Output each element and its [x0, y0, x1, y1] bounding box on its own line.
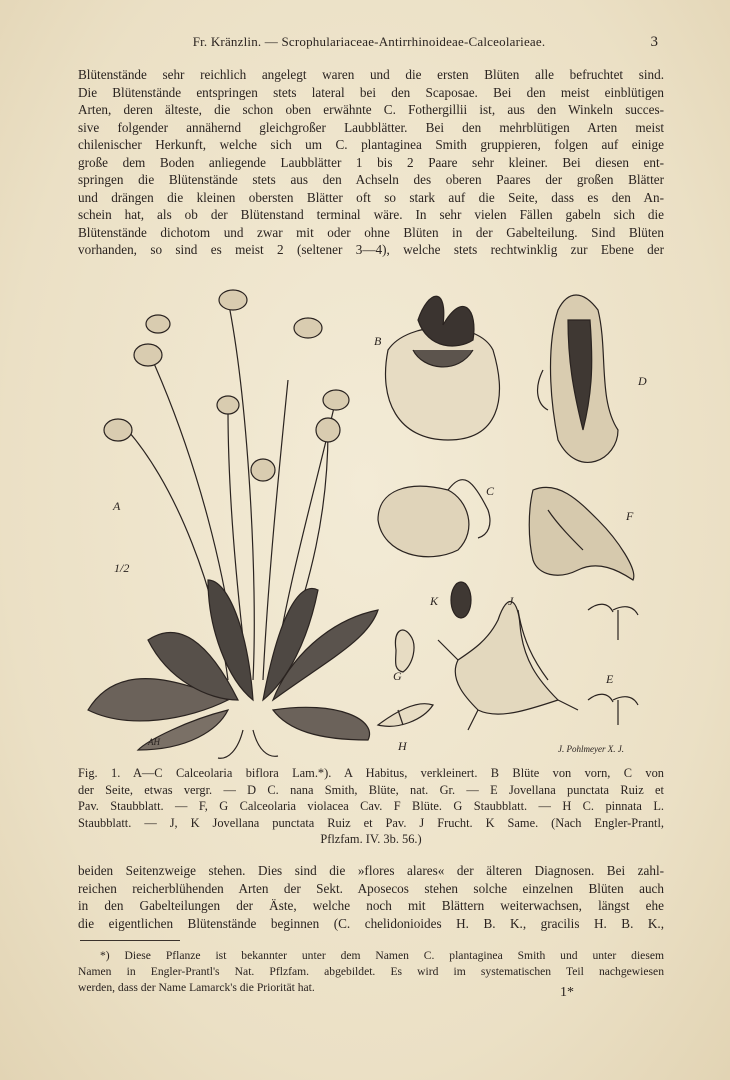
figure-label-j: J [508, 594, 514, 608]
text-line: reichen reicherblühenden Arten der Sekt. Aposecos stehen solche einzelnen Blüten auch [78, 880, 664, 896]
text-line: die eigentlichen Blütenstände beginnen (C. chelidonioides H. B. K., gracilis H. B. K., [78, 915, 664, 931]
caption-line: Pflzfam. IV. 3b. 56.) [320, 832, 422, 846]
text-line: sive folgender annähernd gleichgroßer Laubblätter. Bei den mehrblütigen Arten meist [78, 119, 664, 135]
text-line: schein hat, als ob der Blütenstand terminal wäre. In sehr vielen Fällen gabeln sich die [78, 207, 664, 222]
text-line: Arten, deren älteste, die schon oben erwähnte C. Fothergillii ist, aus den Winkeln succes- [78, 102, 664, 117]
caption-line: Fig. 1. A—C Calceolaria biflora Lam.*). A Habitus, verkleinert. B Blüte von vorn, C von [78, 766, 664, 780]
footnote-line: Namen in Engler-Prantl's Nat. Pflzfam. abgebildet. Es wird im systematischen Teil nachgewiesen [78, 965, 664, 978]
caption-line: Staubblatt. — J, K Jovellana punctata Ruiz et Pav. J Frucht. K Same. (Nach Engler-Prantl, [78, 815, 664, 830]
text-line: vorhanden, so sind es meist 2 (seltener 3—4), welche stets rechtwinklig zur Ebene der [78, 242, 664, 257]
footnote-rule [80, 940, 180, 941]
text-line: Blütenstände sehr reichlich angelegt waren und die ersten Blüten alle befruchtet sind. [78, 67, 664, 82]
caption-line: der Seite, etwas vergr. — D C. nana Smith, Blüte, nat. Gr. — E Jovellana punctata Ruiz et [78, 782, 664, 797]
footnote-line: *) Diese Pflanze ist bekannter unter dem Namen C. plantaginea Smith und unter diesem [100, 949, 664, 962]
page-number: 3 [650, 34, 658, 50]
figure-label-f: F [626, 509, 634, 523]
figure-artist-right: J. Pohlmeyer X. J. [558, 744, 624, 754]
figure-label-c: C [486, 484, 495, 498]
figure-label-h: H [398, 739, 407, 753]
figure-label-k: K [430, 594, 439, 608]
figure-label-b: B [374, 334, 382, 348]
figure-artist-left: AH [148, 737, 160, 747]
figure-scale: 1/2 [114, 561, 130, 575]
text-line: Die Blütenstände entspringen stets lateral bei den Scaposae. Bei den meist einblütigen [78, 84, 664, 100]
figure-label-a: A [113, 499, 121, 513]
figure-caption [78, 765, 664, 848]
figure-label-g: G [393, 669, 402, 683]
footnote-line: werden, dass der Name Lamarck's die Priorität hat. [78, 981, 315, 994]
text-line: chilenischer Herkunft, welche sich um C. plantaginea Smith gruppieren, folgen auf einige [78, 137, 664, 152]
text-line: Blütenstände dichotom und zwar mit oder ohne Blüten in der Gabelteilung. Sind Blüten [78, 224, 664, 240]
body-text-bottom [78, 862, 664, 932]
body-text-top [78, 66, 664, 259]
figure-label-e: E [606, 672, 614, 686]
text-line: beiden Seitenzweige stehen. Dies sind die »flores alares« der älteren Diagnosen. Bei zahl- [78, 863, 664, 878]
botanical-figure [78, 280, 668, 760]
text-line: und drängen die kleinen obersten Blätter oft so stark auf die Seite, dass es den An- [78, 189, 664, 205]
text-line: springen die Blütenstände stets aus den Achseln des oberen Paares der großen Blätter [78, 172, 664, 187]
text-line: große dem Boden anliegende Laubblätter 1 bis 2 Paare sehr kleiner. Bei diesen ent- [78, 154, 664, 170]
footnote [78, 948, 664, 996]
signature-mark: 1* [560, 985, 574, 1000]
text-line: in den Gabelteilungen der Äste, welche noch mit Blättern weiterwachsen, längst ehe [78, 898, 664, 913]
caption-line: Pav. Staubblatt. — F, G Calceolaria violacea Cav. F Blüte. G Staubblatt. — H C. pinnata L. [78, 799, 664, 813]
figure-label-d: D [638, 374, 647, 388]
running-head: Fr. Kränzlin. — Scrophulariaceae-Antirrhinoideae-Calceolarieae. [192, 34, 546, 49]
